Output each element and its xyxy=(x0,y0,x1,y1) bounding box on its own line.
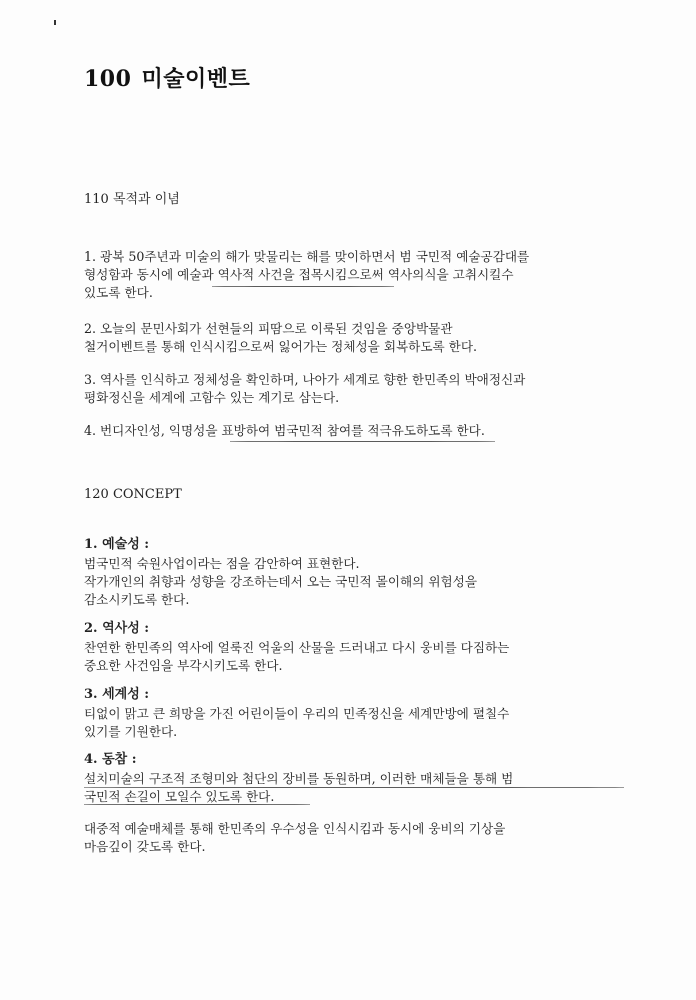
text-line: 티없이 맑고 큰 희망을 가진 어린이들이 우리의 민족정신을 세계만방에 펼칠수 xyxy=(84,706,510,721)
purpose-item-2 xyxy=(84,320,624,356)
purpose-item-4 xyxy=(84,422,624,440)
title-number: 100 xyxy=(84,66,132,92)
concept-closing xyxy=(84,820,624,856)
concept-item-2 xyxy=(84,620,624,675)
text-line: 2. 오늘의 문민사회가 선현들의 피땀으로 이룩된 것임을 중앙박물관 xyxy=(84,321,453,336)
text-line: 작가개인의 취향과 성향을 강조하는데서 오는 국민적 몰이해의 위험성을 xyxy=(84,574,477,589)
concept-subhead: 2. 역사성 : xyxy=(84,621,150,636)
pen-underline xyxy=(230,441,495,442)
text-line: 범국민적 숙원사업이라는 점을 감안하여 표현한다. xyxy=(84,556,360,571)
scan-mark xyxy=(54,20,56,25)
pen-underline xyxy=(84,787,624,788)
text-line: 형성함과 동시에 예술과 역사적 사건을 접목시킴으로써 역사의식을 고취시킬수 xyxy=(84,267,514,282)
text-line: 마음깊이 갖도록 한다. xyxy=(84,839,206,854)
concept-item-3 xyxy=(84,686,624,741)
text-line: 4. 번디자인성, 익명성을 표방하여 범국민적 참여를 적극유도하도록 한다. xyxy=(84,423,485,438)
purpose-item-3 xyxy=(84,371,624,407)
concept-subhead: 4. 동참 : xyxy=(84,752,137,767)
title-text: 미술이벤트 xyxy=(141,66,251,92)
text-line: 1. 광복 50주년과 미술의 해가 맞물리는 해를 맞이하면서 범 국민적 예술공감대를 xyxy=(84,249,530,264)
section-heading-120: 120 CONCEPT xyxy=(84,487,182,502)
text-line: 있기를 기원한다. xyxy=(84,724,178,739)
text-line: 대중적 예술매체를 통해 한민족의 우수성을 인식시킴과 동시에 웅비의 기상을 xyxy=(84,821,506,836)
concept-item-4 xyxy=(84,751,624,806)
text-line: 있도록 한다. xyxy=(84,285,153,300)
pen-underline xyxy=(84,804,310,805)
text-line: 평화정신을 세계에 고함수 있는 계기로 삼는다. xyxy=(84,390,340,405)
concept-item-1 xyxy=(84,536,624,609)
concept-subhead: 1. 예술성 : xyxy=(84,537,150,552)
text-line: 철거이벤트를 통해 인식시킴으로써 잃어가는 정체성을 회복하도록 한다. xyxy=(84,339,477,354)
text-line: 3. 역사를 인식하고 정체성을 확인하며, 나아가 세계로 향한 한민족의 박애정신과 xyxy=(84,372,526,387)
pen-underline xyxy=(212,286,394,287)
text-line: 국민적 손길이 모일수 있도록 한다. xyxy=(84,789,275,804)
purpose-item-1 xyxy=(84,248,624,302)
page-title xyxy=(84,62,250,93)
text-line: 감소시키도록 한다. xyxy=(84,592,190,607)
text-line: 설치미술의 구조적 조형미와 첨단의 장비를 동원하며, 이러한 매체들을 통해 범 xyxy=(84,771,514,786)
concept-subhead: 3. 세계성 : xyxy=(84,687,150,702)
text-line: 찬연한 한민족의 역사에 얼룩진 억울의 산물을 드러내고 다시 웅비를 다짐하는 xyxy=(84,640,510,655)
section-heading-110: 110 목적과 이념 xyxy=(84,192,180,207)
text-line: 중요한 사건임을 부각시키도록 한다. xyxy=(84,658,283,673)
